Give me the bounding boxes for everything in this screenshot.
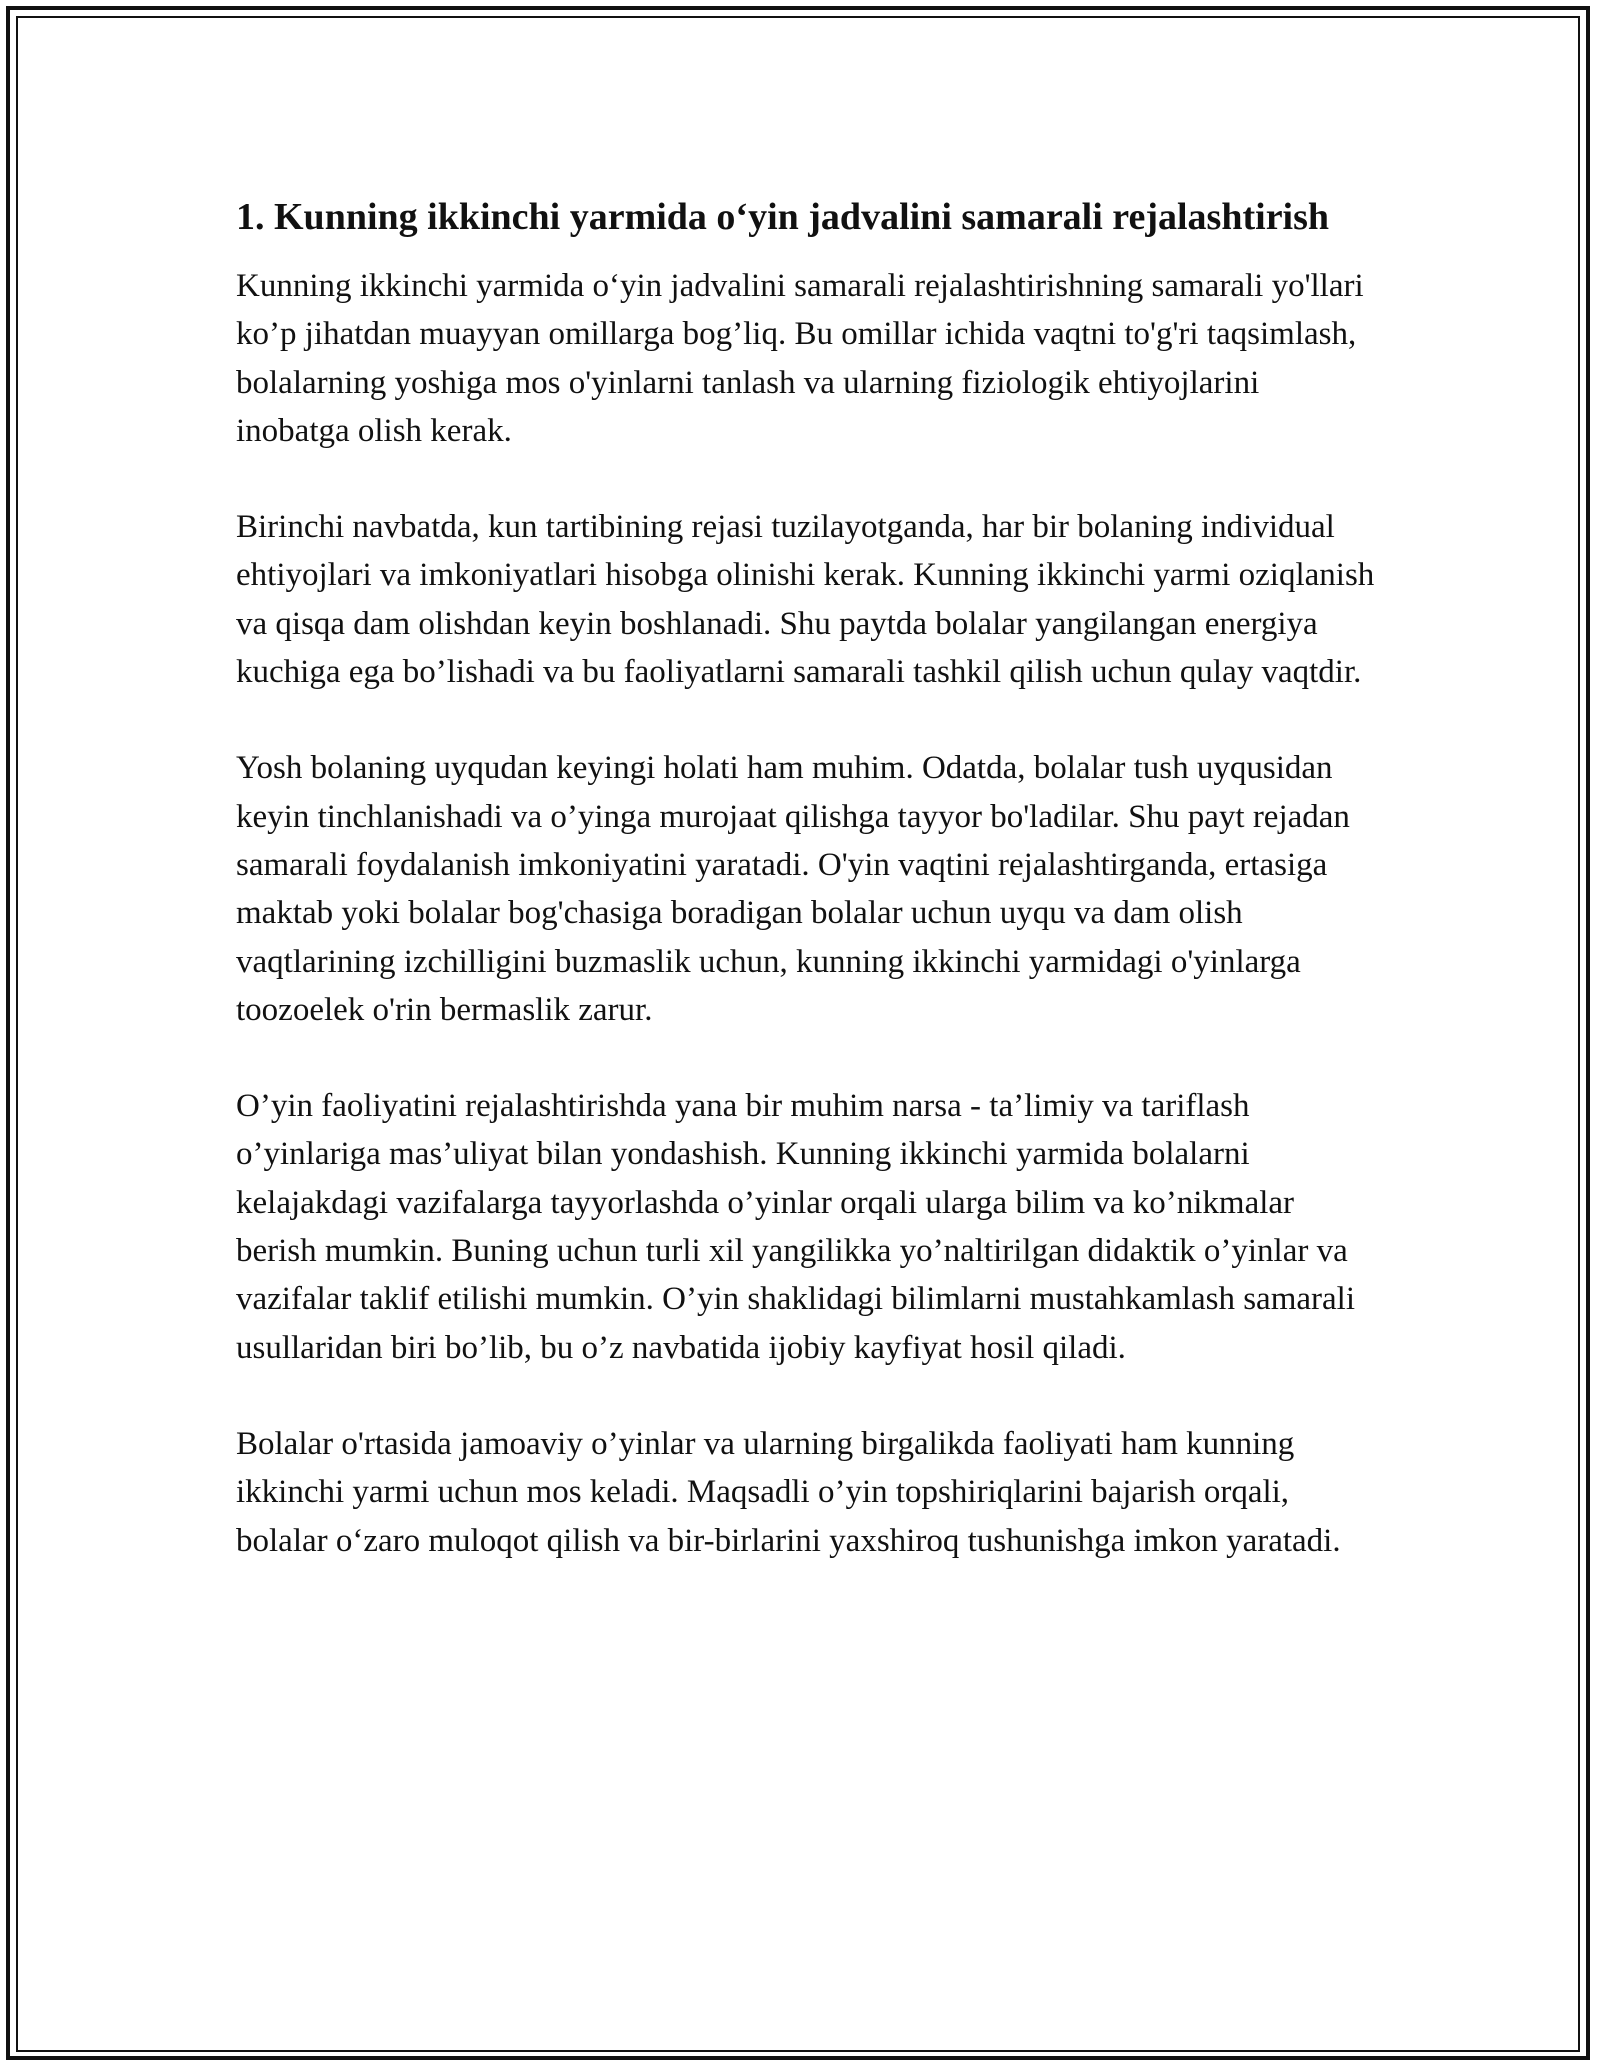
paragraph-1: Kunning ikkinchi yarmida o‘yin jadvalini samarali rejalashtirishning samarali yo'llari ko’p jihatdan muayyan omillarga bog’liq. Bu omillar ichida vaqtni to'g'ri taqsimlash, bolalarning yoshiga mos o'yinlarni tanlash va ularning fiziologik ehtiyojlarini inobatga olish kerak. <box>236 268 1364 449</box>
paragraph-5: Bolalar o'rtasida jamoaviy o’yinlar va ularning birgalikda faoliyati ham kunning ikkinchi yarmi uchun mos keladi. Maqsadli o’yin topshiriqlarini bajarish orqali, bolalar o‘zaro muloqot qilish va bir-birlarini yaxshiroq tushunishga imkon yaratadi. <box>236 1425 1341 1559</box>
section-heading: 1. Kunning ikkinchi yarmida o‘yin jadvalini samarali rejalashtirish <box>236 196 1330 238</box>
paragraph-3: Yosh bolaning uyqudan keyingi holati ham muhim. Odatda, bolalar tush uyqusidan keyin tinchlanishadi va o’yinga murojaat qilishga tayyor bo'ladilar. Shu payt rejadan samarali foydalanish imkoniyatini yaratadi. O'yin vaqtini rejalashtirganda, ertasiga maktab yoki bolalar bog'chasiga boradigan bolalar uchun uyqu va dam olish vaqtlarining izchilligini buzmaslik uchun, kunning ikkinchi yarmidagi o'yinlarga toozoelek o'rin bermaslik zarur. <box>236 750 1350 1028</box>
paragraph-4: O’yin faoliyatini rejalashtirishda yana bir muhim narsa - ta’limiy va tariflash o’yinlariga mas’uliyat bilan yondashish. Kunning ikkinchi yarmida bolalarni kelajakdagi vazifalarga tayyorlashda o’yinlar orqali ularga bilim va ko’nikmalar berish mumkin. Buning uchun turli xil yangilikka yo’naltirilgan didaktik o’yinlar va vazifalar taklif etilishi mumkin. O’yin shaklidagi bilimlarni mustahkamlash samarali usullaridan biri bo’lib, bu o’z navbatida ijobiy kayfiyat hosil qiladi. <box>236 1088 1355 1366</box>
document-body <box>236 190 1376 1613</box>
paragraph-2: Birinchi navbatda, kun tartibining rejasi tuzilayotganda, har bir bolaning individual ehtiyojlari va imkoniyatlari hisobga olinishi kerak. Kunning ikkinchi yarmi oziqlanish va qisqa dam olishdan keyin boshlanadi. Shu paytda bolalar yangilangan energiya kuchiga ega bo’lishadi va bu faoliyatlarni samarali tashkil qilish uchun qulay vaqtdir. <box>236 509 1375 691</box>
